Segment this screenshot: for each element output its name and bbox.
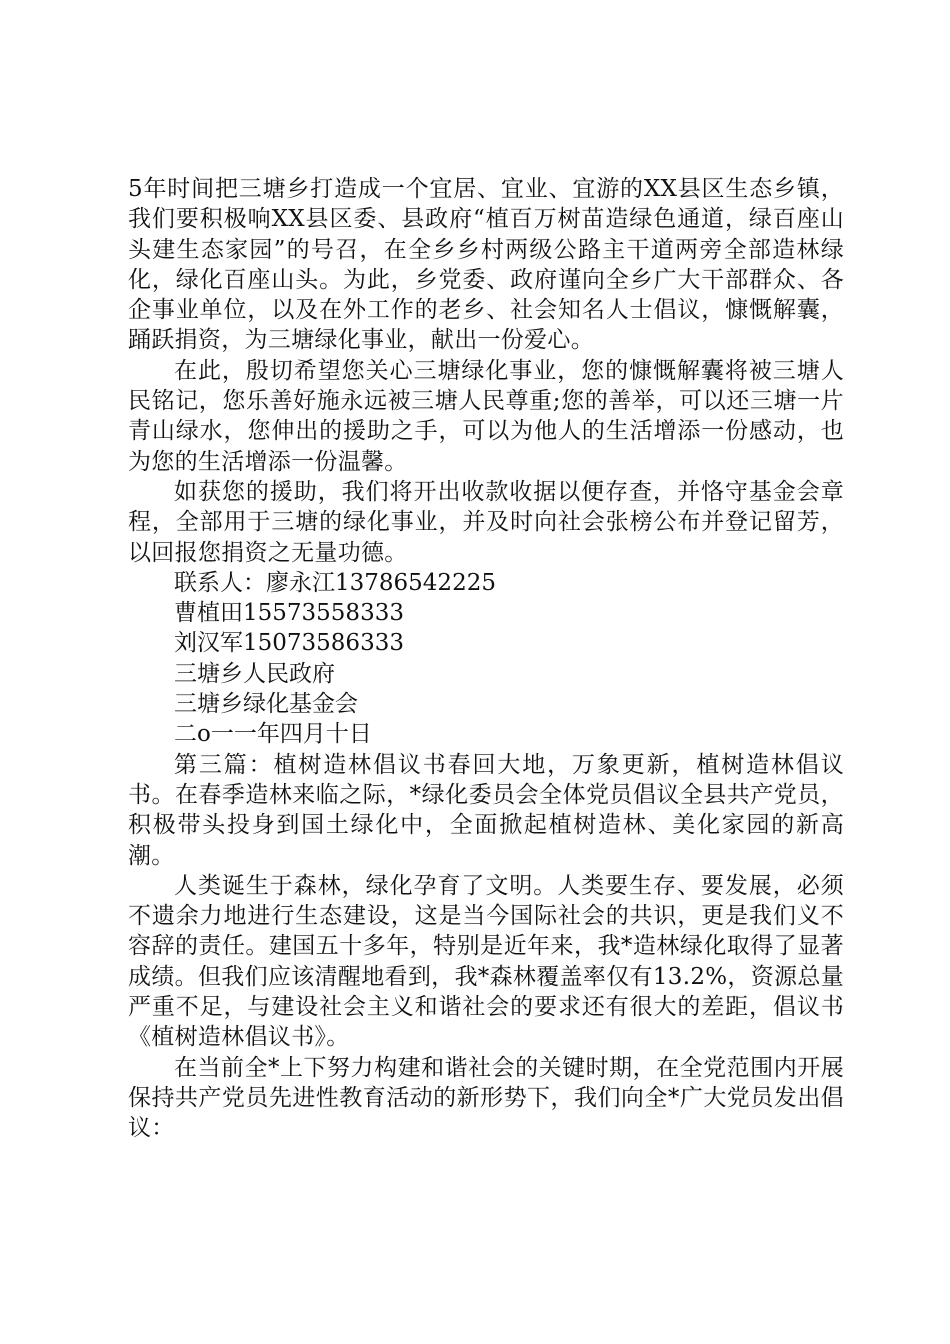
signature-government: 三塘乡人民政府 <box>174 660 335 687</box>
signature-foundation: 三塘乡绿化基金会 <box>174 691 358 718</box>
signature-date: 二o一一年四月十日 <box>174 721 372 748</box>
section3-paragraph-call: 在当前全*上下努力构建和谐社会的关键时期，在全党范围内开展保持共产党员先进性教育活动的新形势下，我们向全*广大党员发出倡议： <box>128 1054 844 1142</box>
document-body <box>128 174 844 1144</box>
contact-person-1: 联系人：廖永江13786542225 <box>174 569 496 596</box>
contact-person-2: 曹植田15573558333 <box>174 600 404 627</box>
paragraph-receipt: 如获您的援助，我们将开出收款收据以便存查，并恪守基金会章程，全部用于三塘的绿化事业，并及时向社会张榜公布并登记留芳，以回报您捐资之无量功德。 <box>128 478 844 566</box>
section3-paragraph-forest: 人类诞生于森林，绿化孕育了文明。人类要生存、要发展，必须不遗余力地进行生态建设，这是当今国际社会的共识，更是我们义不容辞的责任。建国五十多年，特别是近年来，我*造林绿化取得了显著成绩。但我们应该清醒地看到，我*森林覆盖率仅有13.2%，资源总量严重不足，与建设社会主义和谐社会的要求还有很大的差距，倡议书《植树造林倡议书》。 <box>128 872 844 1051</box>
section3-intro: 第三篇：植树造林倡议书春回大地，万象更新，植树造林倡议书。在春季造林来临之际，*绿化委员会全体党员倡议全县共产党员，积极带头投身到国土绿化中，全面掀起植树造林、美化家园的新高潮。 <box>128 751 844 869</box>
paragraph-hope: 在此，殷切希望您关心三塘绿化事业，您的慷慨解囊将被三塘人民铭记，您乐善好施永远被三塘人民尊重;您的善举，可以还三塘一片青山绿水，您伸出的援助之手，可以为他人的生活增添一份感动，也为您的生活增添一份温馨。 <box>128 357 844 475</box>
paragraph-appeal: 5年时间把三塘乡打造成一个宜居、宜业、宜游的XX县区生态乡镇，我们要积极响XX县区委、县政府“植百万树苗造绿色通道，绿百座山头建生态家园”的号召，在全乡乡村两级公路主干道两旁全部造林绿化，绿化百座山头。为此，乡党委、政府谨向全乡广大干部群众、各企事业单位，以及在外工作的老乡、社会知名人士倡议，慷慨解囊，踊跃捐资，为三塘绿化事业，献出一份爱心。 <box>128 176 844 354</box>
contact-person-3: 刘汉军15073586333 <box>174 630 404 657</box>
